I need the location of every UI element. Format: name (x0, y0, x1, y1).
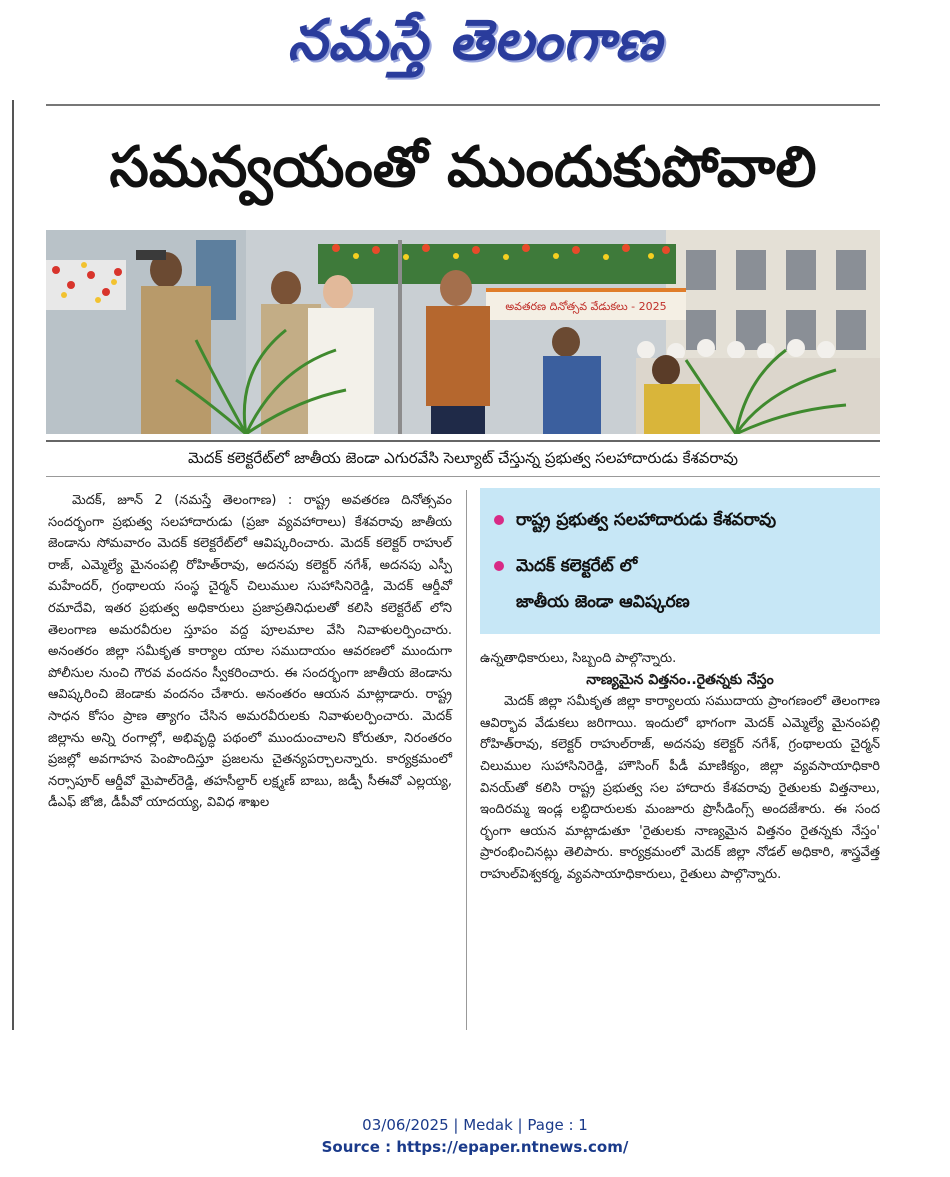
page-footer (0, 1114, 950, 1158)
headline: సమన్వయంతో ముందుకుపోవాలి (109, 135, 817, 200)
highlight-item-3 (516, 592, 690, 616)
article-body-right: మెదక్ జిల్లా సమీకృత జిల్లా కార్యాలయ సముదాయ ప్రాంగణంలో తెలంగాణ ఆవిర్భావ వేడుకలు జరిగాయి. ఇందులో భాగంగా మెదక్ ఎమ్మెల్యే మైనంపల్లి రోహిత్‌రావు, కలెక్టర్ రాహుల్‌రాజ్, అదనపు కలెక్టర్ నగేశ్, గ్రంథాలయ చైర్మన్ చిలుముల సుహాసినిరెడ్డి, హౌసింగ్ పీడీ మాణిక్యం, జిల్లా వ్యవసాయాధికారి వినయ్‌తో కలిసి రాష్ట్ర ప్రభుత్వ సల హాదారు కేశవరావు రైతులకు విత్తనాలు, ఇందిరమ్మ ఇండ్ల లబ్ధిదారులకు మంజూరు ప్రొసీడింగ్స్ అందజేశారు. ఈ సంద ర్భంగా ఆయన మాట్లాడుతూ 'రైతులకు నాణ్యమైన విత్తనం రైతన్నకు నేస్తం' ప్రారంభించినట్లు తెలిపారు. కార్యక్రమంలో మెదక్ జిల్లా నోడల్ అధికారి, శాస్త్రవేత్త రాహుల్‌విశ్వకర్మ, వ్యవసాయాధికారులు, రైతులు పాల్గొన్నారు. (480, 694, 880, 882)
bullet-icon (494, 561, 504, 571)
article-left-column (48, 490, 452, 814)
article-body-left: మెదక్, జూన్ 2 (నమస్తే తెలంగాణ) : రాష్ట్ర అవతరణ దినోత్సవం సందర్భంగా ప్రభుత్వ సలహాదారుడు (ప్రజా వ్యవహారాలు) కేశవరావు జాతీయ జెండాను సోమవారం మెదక్ కలెక్టరేట్‌లో ఆవిష్కరించారు. మెదక్ కలెక్టర్ రాహుల్ రాజ్, ఎమ్మెల్యే మైనంపల్లి రోహిత్‌రావు, అదనపు కలెక్టర్ నగేశ్, అదనపు ఎస్పీ మహేందర్, గ్రంథాలయ సంస్థ చైర్మన్ చిలుముల సుహాసినిరెడ్డి, మెదక్ ఆర్డీవో రమాదేవి, ఇతర ప్రభుత్వ అధికారులు ప్రజాప్రతినిధులతో కలిసి కలెక్టరేట్ లోని తెలంగాణ అమరవీరుల స్తూపం వద్ద పూలమాల వేసి నివాళులర్పించారు. అనంతరం జిల్లా సమీకృత కార్యాల యాల సముదాయం ఆవరణలో ముందుగా పోలీసుల నుంచి గౌరవ వందనం స్వీకరించారు. ఈ సందర్భంగా జాతీయ జెండాను ఆవిష్కరించి జెండాకు వందనం చేశారు. అనంతరం ఆయన మాట్లాడారు. రాష్ట్ర సాధన కోసం ప్రాణ త్యాగం చేసిన అమరవీరులకు నివాళులర్పించారు. మెదక్ జిల్లాను అన్ని రంగాల్లో, అభివృద్ధి పథంలో ముందుంచాలని కోరుతూ, నిరంతరం ప్రజల్లో అవగాహన పెంపొందిస్తూ ప్రజలను చైతన్యపర్చాలన్నారు. కార్యక్రమంలో నర్సాపూర్ ఆర్డీవో మైపాల్‌రెడ్డి, తహసీల్దార్ లక్ష్మణ్ బాబు, జడ్పీ సీఈవో ఎల్లయ్య, డీఎఫ్ జోజి, డీపీవో యాదయ్య, వివిధ శాఖల (48, 493, 452, 811)
bullet-icon (494, 515, 504, 525)
highlight-text-1: రాష్ట్ర ప్రభుత్వ సలహాదారుడు కేశవరావు (516, 510, 777, 530)
highlight-item-2 (494, 556, 637, 580)
masthead-logo: నమస్తే తెలంగాణ (287, 8, 663, 73)
article-right-column (480, 648, 880, 886)
news-photo-illustration (46, 230, 880, 434)
highlight-text-3: జాతీయ జెండా ఆవిష్కరణ (516, 592, 690, 612)
article-subheading: నాణ్యమైన విత్తనం..రైతన్నకు నేస్తం (586, 671, 774, 688)
header-divider (46, 104, 880, 106)
footer-date-line: 03/06/2025 | Medak | Page : 1 (362, 1116, 588, 1134)
news-photo (46, 230, 880, 434)
column-divider (466, 490, 467, 1030)
banner-text: అవతరణ దినోత్సవ వేడుకలు - 2025 (505, 300, 667, 313)
highlight-item-1 (494, 510, 776, 534)
photo-caption: మెదక్ కలెక్టరేట్‌లో జాతీయ జెండా ఎగురవేసి సెల్యూట్ చేస్తున్న ప్రభుత్వ సలహాదారుడు కేశవరావు (46, 440, 880, 477)
left-column-rule (12, 100, 14, 1030)
article-right-intro: ఉన్నతాధికారులు, సిబ్బంది పాల్గొన్నారు. (480, 651, 677, 666)
footer-source-line: Source : https://epaper.ntnews.com/ (321, 1138, 629, 1156)
highlight-text-2: మెదక్ కలెక్టరేట్ లో (516, 556, 638, 576)
